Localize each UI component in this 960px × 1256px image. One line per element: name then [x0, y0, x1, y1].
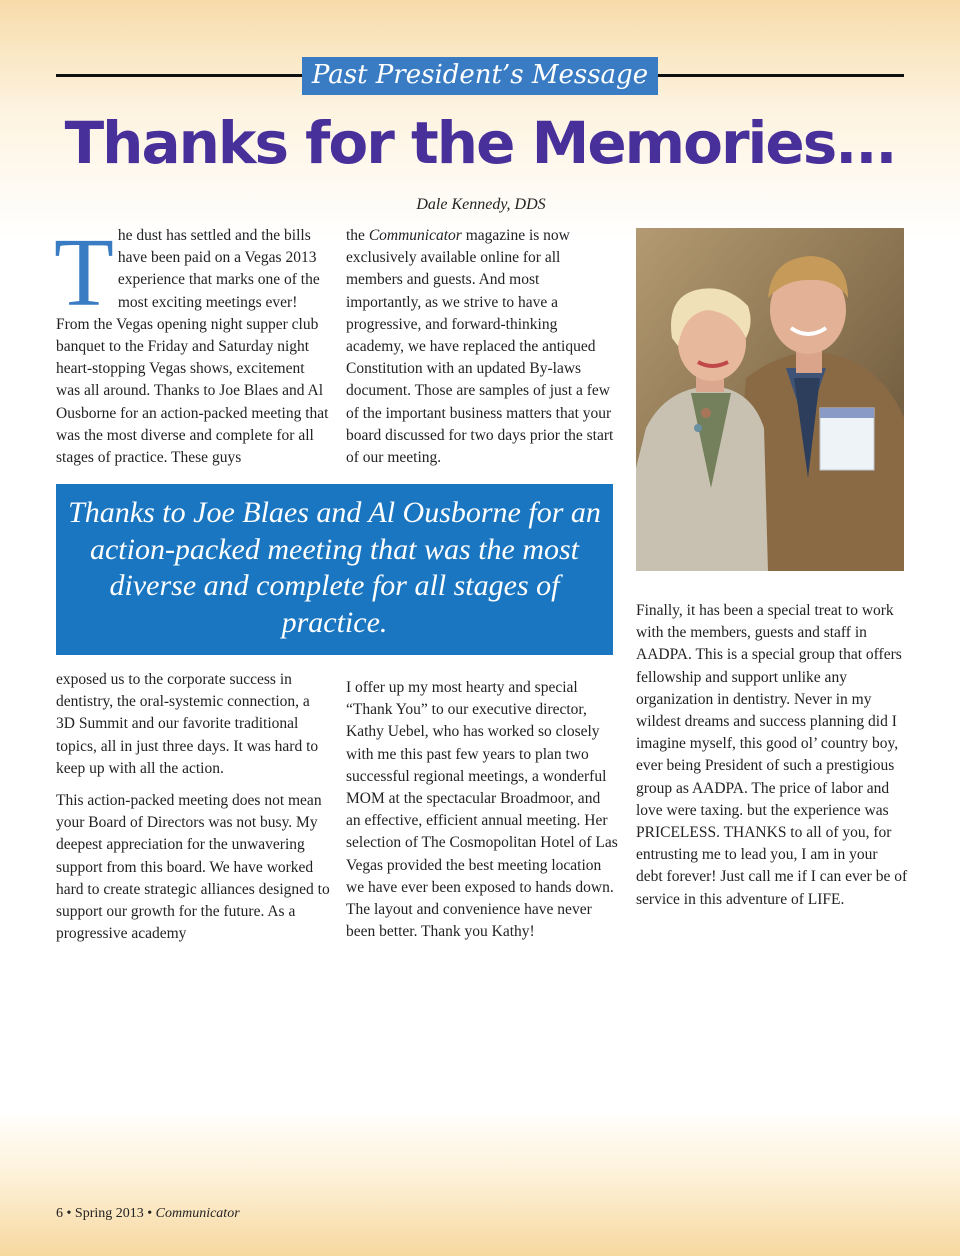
text-run: magazine is now exclusively available online for all members and guests. And most importantly, as we strive to have a progressive, and forward-thinking academy, we have replaced the antiqued Constitution with an updated By-laws document. Those are samples of just a few of the important business matters that your board discussed for two days prior the start of our meeting. — [346, 227, 614, 467]
header-rule-left — [56, 74, 302, 77]
photo-illustration — [636, 228, 904, 571]
article-column-2-bottom — [346, 677, 618, 953]
byline: Dale Kennedy, DDS — [416, 196, 546, 213]
paragraph: Finally, it has been a special treat to work with the members, guests and staff in AADPA. This is a special group that offers fellowship and support unlike any organization in dentistry. Never in my wildest dreams and success planning did I imagine myself, this good ol’ country boy, ever being President of such a prestigious group as AADPA. The price of labor and love were taxing. but the experience was PRICELESS. THANKS to all of you, for entrusting me to lead you, I am in your debt forever! Just call me if I can ever be of service in this adventure of LIFE. — [636, 602, 908, 908]
paragraph — [346, 225, 618, 469]
drop-cap: T — [54, 219, 114, 327]
section-label: Past President’s Message — [302, 57, 658, 95]
intro-text: he dust has settled and the bills have been paid on a Vegas 2013 experience that marks one of the most exciting meetings ever! From the Vegas opening night supper club banquet to the Friday and Saturday night heart-stopping Vegas shows, excitement was all around. Thanks to Joe Blaes and Al Ousborne for an action-packed meeting that was the most diverse and complete for all stages of practice. These guys — [56, 227, 329, 467]
paragraph: exposed us to the corporate success in dentistry, the oral-systemic connection, a 3D Summit and our favorite traditional topics, all in just three days. It was hard to keep up with all the action. — [56, 671, 319, 777]
article-column-1-top — [54, 219, 332, 479]
photo-couple — [636, 228, 904, 571]
article-column-1-bottom — [56, 669, 332, 955]
header-rule-right — [658, 74, 904, 77]
pull-quote: Thanks to Joe Blaes and Al Ousborne for an action-packed meeting that was the most diverse and complete for all stages of practice. — [56, 484, 613, 655]
footer-publication: Communicator — [155, 1206, 240, 1221]
paragraph: I offer up my most hearty and special “Thank You” to our executive director, Kathy Uebel, who has worked so closely with me this past few years to plan two successful regional meetings, a wonderful MOM at the spectacular Broadmoor, and an effective, efficient annual meeting. Her selection of The Cosmopolitan Hotel of Las Vegas provided the best meeting location we have ever been exposed to hands down. The layout and convenience have never been better. Thank you Kathy! — [346, 679, 618, 941]
paragraph: This action-packed meeting does not mean your Board of Directors was not busy. My deepest appreciation for the unwavering support from this board. We have worked hard to create strategic alliances designed to support our growth for the future. As a progressive academy — [56, 792, 330, 943]
page-footer — [56, 1206, 240, 1222]
intro-paragraph — [54, 219, 332, 469]
page-title: Thanks for the Memories... — [64, 109, 896, 177]
magazine-name: Communicator — [368, 227, 462, 244]
footer-page-info: 6 • Spring 2013 • — [56, 1206, 156, 1221]
article-column-3-bottom — [636, 600, 908, 921]
text-run: the — [346, 227, 369, 244]
article-column-2-top — [346, 225, 618, 479]
